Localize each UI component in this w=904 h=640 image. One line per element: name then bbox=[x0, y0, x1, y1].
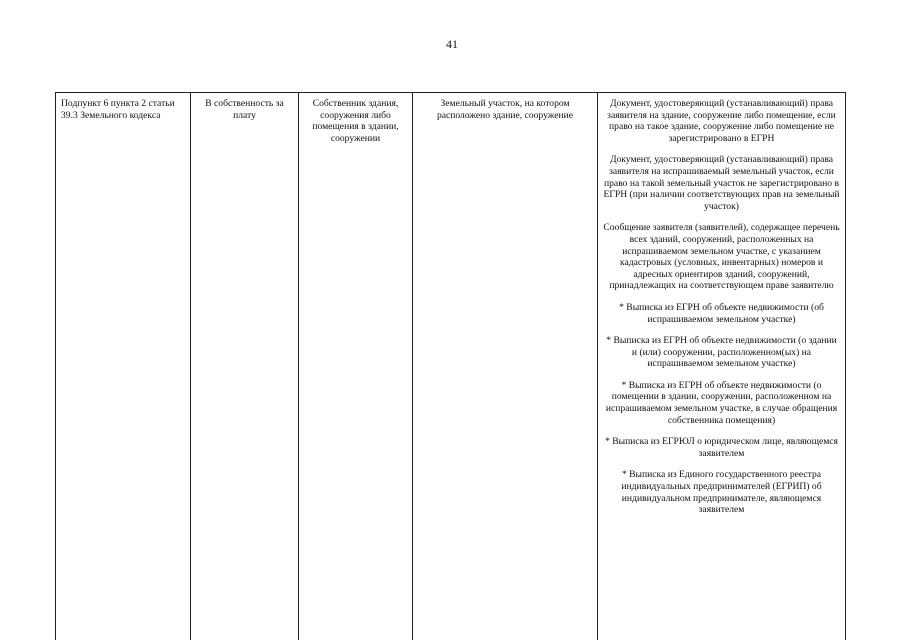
cell-applicant: Собственник здания, сооружения либо помещения в здании, сооружении bbox=[299, 93, 413, 640]
document-entry: Сообщение заявителя (заявителей), содержащее перечень всех зданий, сооружений, расположенных на испрашиваемом земельном участке, с указанием кадастровых (условных, инвентарных) номеров и адресных ориентиров зданий, сооружений, принадлежащих на соответствующем праве заявителю bbox=[603, 222, 840, 292]
document-entry: * Выписка из ЕГРН об объекте недвижимости (о здании и (или) сооружении, расположенном(ых) на испрашиваемом земельном участке) bbox=[606, 335, 837, 370]
cell-documents bbox=[598, 93, 846, 640]
table-row bbox=[56, 93, 846, 640]
document-entry: * Выписка из Единого государственного реестра индивидуальных предпринимателей (ЕГРИП) об индивидуальном предпринимателе, являющемся заявителем bbox=[621, 469, 822, 516]
document-entry: * Выписка из ЕГРН об объекте недвижимости (об испрашиваемом земельном участке) bbox=[619, 301, 824, 325]
cell-land-plot: Земельный участок, на котором расположено здание, сооружение bbox=[413, 93, 598, 640]
page-number: 41 bbox=[446, 37, 458, 51]
document-entry: * Выписка из ЕГРН об объекте недвижимости (о помещении в здании, сооружении, расположенном на испрашиваемом земельном участке, в случае обращения собственника помещения) bbox=[605, 379, 838, 426]
document-entry: Документ, удостоверяющий (устанавливающий) права заявителя на здание, сооружение либо помещение, если право на такое здание, сооружение либо помещение не зарегистрировано в ЕГРН bbox=[607, 98, 836, 144]
document-entry: * Выписка из ЕГРЮЛ о юридическом лице, являющемся заявителем bbox=[605, 436, 838, 459]
cell-basis: Подпункт 6 пункта 2 статьи 39.3 Земельного кодекса bbox=[56, 93, 191, 640]
cell-right-type: В собственность за плату bbox=[191, 93, 299, 640]
document-table bbox=[55, 92, 846, 640]
document-entry: Документ, удостоверяющий (устанавливающий) права заявителя на испрашиваемый земельный участок, если право на такой земельный участок не зарегистрировано в ЕГРН (при наличии соответствующих прав на земельный участок) bbox=[603, 154, 840, 212]
